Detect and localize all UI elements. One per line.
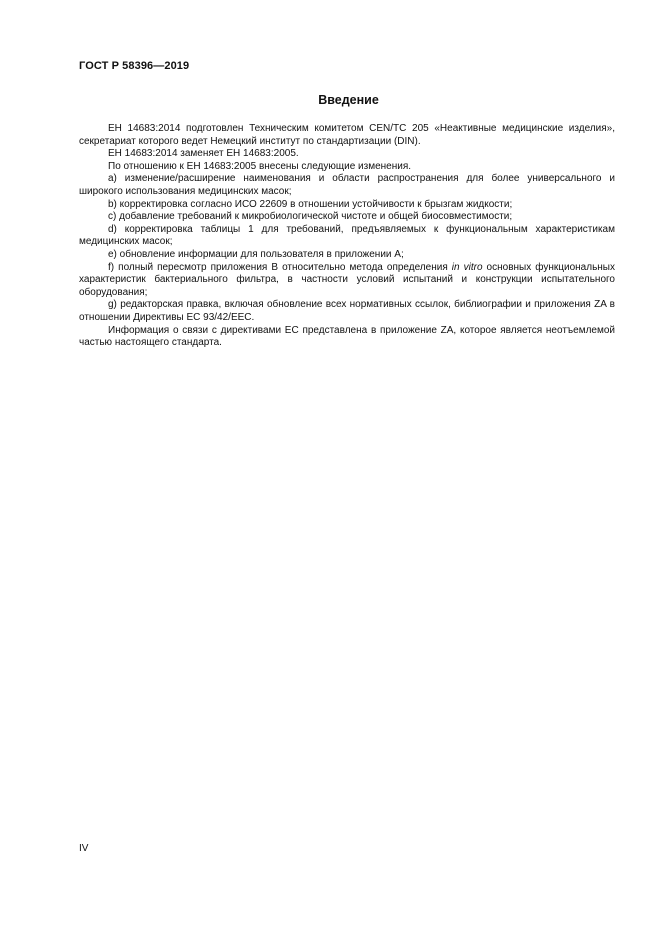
document-header: ГОСТ Р 58396—2019 [79,60,190,72]
list-item-c: c) добавление требований к микробиологической чистоте и общей биосовместимости; [108,211,513,223]
list-item-d: d) корректировка таблицы 1 для требований, предъявляемых к функциональным характеристикам медицинских масок; [79,223,615,248]
section-title-text: Введение [318,93,379,107]
list-item-b: b) корректировка согласно ИСО 22609 в отношении устойчивости к брызгам жидкости; [108,198,513,210]
list-item-g: g) редакторская правка, включая обновление всех нормативных ссылок, библиографии и приложения ZA в отношении Директивы ЕС 93/42/ЕЕС. [79,299,615,323]
list-item-f-after: основных функциональных характеристик бактериального фильтра, в частности условий испытаний и конструкции испытательного оборудования; [79,261,615,298]
body-text [79,123,615,350]
list-item-f-italic: in vitro [451,261,483,273]
paragraph-directives: Информация о связи с директивами ЕС представлена в приложение ZA, которое является неотъемлемой частью настоящего стандарта. [79,324,615,349]
section-title [0,93,661,107]
list-item-e: e) обновление информации для пользователя в приложении А; [108,248,404,260]
paragraph-intro: ЕН 14683:2014 подготовлен Техническим комитетом CEN/TC 205 «Неактивные медицинские изделия», секретариат которого ведет Немецкий институт по стандартизации (DIN). [79,123,615,147]
list-item-f [79,262,615,300]
list-item-a: a) изменение/расширение наименования и области распространения для более универсального и широкого использования медицинских масок; [79,173,615,197]
paragraph-replaces: ЕН 14683:2014 заменяет ЕН 14683:2005. [108,148,299,160]
page-number: IV [79,843,89,854]
paragraph-changes-intro: По отношению к ЕН 14683:2005 внесены следующие изменения. [108,160,412,172]
list-item-f-before: f) полный пересмотр приложения В относительно метода определения [108,261,452,273]
